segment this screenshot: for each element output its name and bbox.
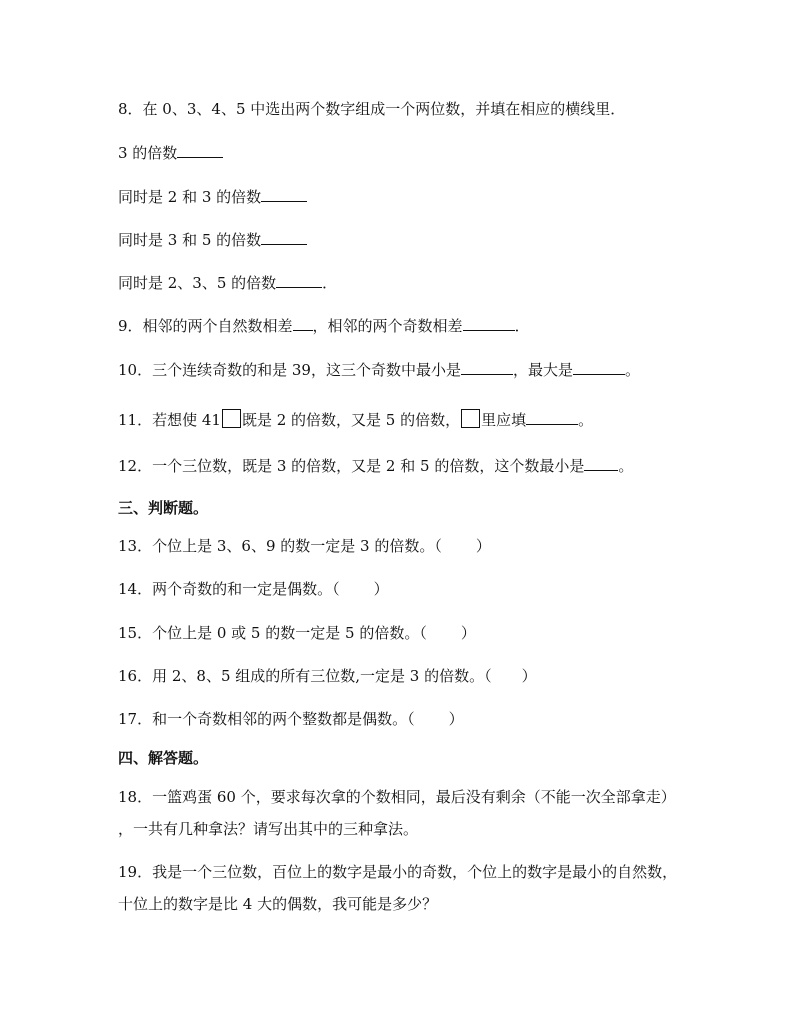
section-heading-word-problems: 四、解答题。 — [118, 749, 209, 767]
question-8-part-b — [118, 185, 307, 208]
question-8-part-a — [118, 141, 223, 164]
answer-blank[interactable] — [463, 314, 515, 331]
period: 。 — [624, 361, 640, 379]
close-paren: ） — [373, 580, 389, 598]
question-8-b-label: 同时是 2 和 3 的倍数 — [118, 188, 262, 206]
period: 。 — [618, 457, 634, 475]
question-10-text-2: ，最大是 — [512, 361, 573, 379]
question-17 — [118, 708, 464, 730]
question-11-text-1: 11．若想使 41 — [118, 411, 221, 429]
question-9 — [118, 314, 530, 337]
answer-blank[interactable] — [461, 358, 513, 375]
question-15 — [118, 622, 476, 644]
answer-blank[interactable] — [293, 314, 313, 331]
question-8-part-c — [118, 228, 307, 251]
question-12 — [118, 454, 633, 477]
answer-blank[interactable] — [526, 408, 578, 425]
question-8-d-label: 同时是 2、3、5 的倍数 — [118, 274, 277, 292]
period: ． — [514, 317, 530, 335]
digit-box[interactable] — [461, 409, 480, 428]
question-9-text-2: ，相邻的两个奇数相差 — [312, 317, 463, 335]
question-8-c-label: 同时是 3 和 5 的倍数 — [118, 231, 262, 249]
period: ． — [322, 274, 338, 292]
close-paren: ） — [475, 537, 491, 555]
question-18-line-1: 18．一篮鸡蛋 60 个，要求每次拿的个数相同，最后没有剩余（不能一次全部拿走） — [118, 788, 676, 806]
question-11 — [118, 408, 593, 431]
question-10-text-1: 10．三个连续奇数的和是 39，这三个奇数中最小是 — [118, 361, 461, 379]
close-paren: ） — [460, 624, 476, 642]
question-8-stem — [118, 98, 625, 120]
question-11-text-3: 里应填 — [481, 411, 527, 429]
answer-blank[interactable] — [573, 358, 625, 375]
question-10 — [118, 358, 640, 381]
answer-blank[interactable] — [261, 228, 307, 245]
question-8-a-label: 3 的倍数 — [118, 144, 178, 162]
answer-blank[interactable] — [276, 271, 322, 288]
question-15-text: 15．个位上是 0 或 5 的数一定是 5 的倍数。（ — [118, 624, 427, 642]
question-12-text: 12．一个三位数，既是 3 的倍数，又是 2 和 5 的倍数，这个数最小是 — [118, 457, 585, 475]
question-8-text: 8．在 0、3、4、5 中选出两个数字组成一个两位数，并填在相应的横线里． — [118, 100, 626, 118]
question-18-line-2: ，一共有几种拿法？请写出其中的三种拿法。 — [118, 820, 419, 838]
period: 。 — [578, 411, 594, 429]
question-16 — [118, 665, 537, 687]
question-14-text: 14．两个奇数的和一定是偶数。（ — [118, 580, 340, 598]
question-16-text: 16．用 2、8、5 组成的所有三位数,一定是 3 的倍数。（ — [118, 667, 492, 685]
question-13 — [118, 535, 491, 557]
close-paren: ） — [448, 710, 464, 728]
answer-blank[interactable] — [584, 454, 618, 471]
question-19-line-2: 十位上的数字是比 4 大的偶数，我可能是多少？ — [118, 895, 438, 913]
question-9-text-1: 9．相邻的两个自然数相差 — [118, 317, 293, 335]
close-paren: ） — [521, 667, 537, 685]
answer-blank[interactable] — [177, 141, 223, 158]
answer-blank[interactable] — [261, 185, 307, 202]
question-17-text: 17．和一个奇数相邻的两个整数都是偶数。（ — [118, 710, 415, 728]
question-13-text: 13．个位上是 3、6、9 的数一定是 3 的倍数。（ — [118, 537, 442, 555]
question-14 — [118, 578, 389, 600]
question-11-text-2: 既是 2 的倍数，又是 5 的倍数， — [241, 411, 461, 429]
digit-box[interactable] — [222, 409, 241, 428]
question-19-line-1: 19．我是一个三位数，百位上的数字是最小的奇数，个位上的数字是最小的自然数， — [118, 863, 678, 881]
question-8-part-d — [118, 271, 337, 294]
section-heading-true-false: 三、判断题。 — [118, 499, 209, 517]
